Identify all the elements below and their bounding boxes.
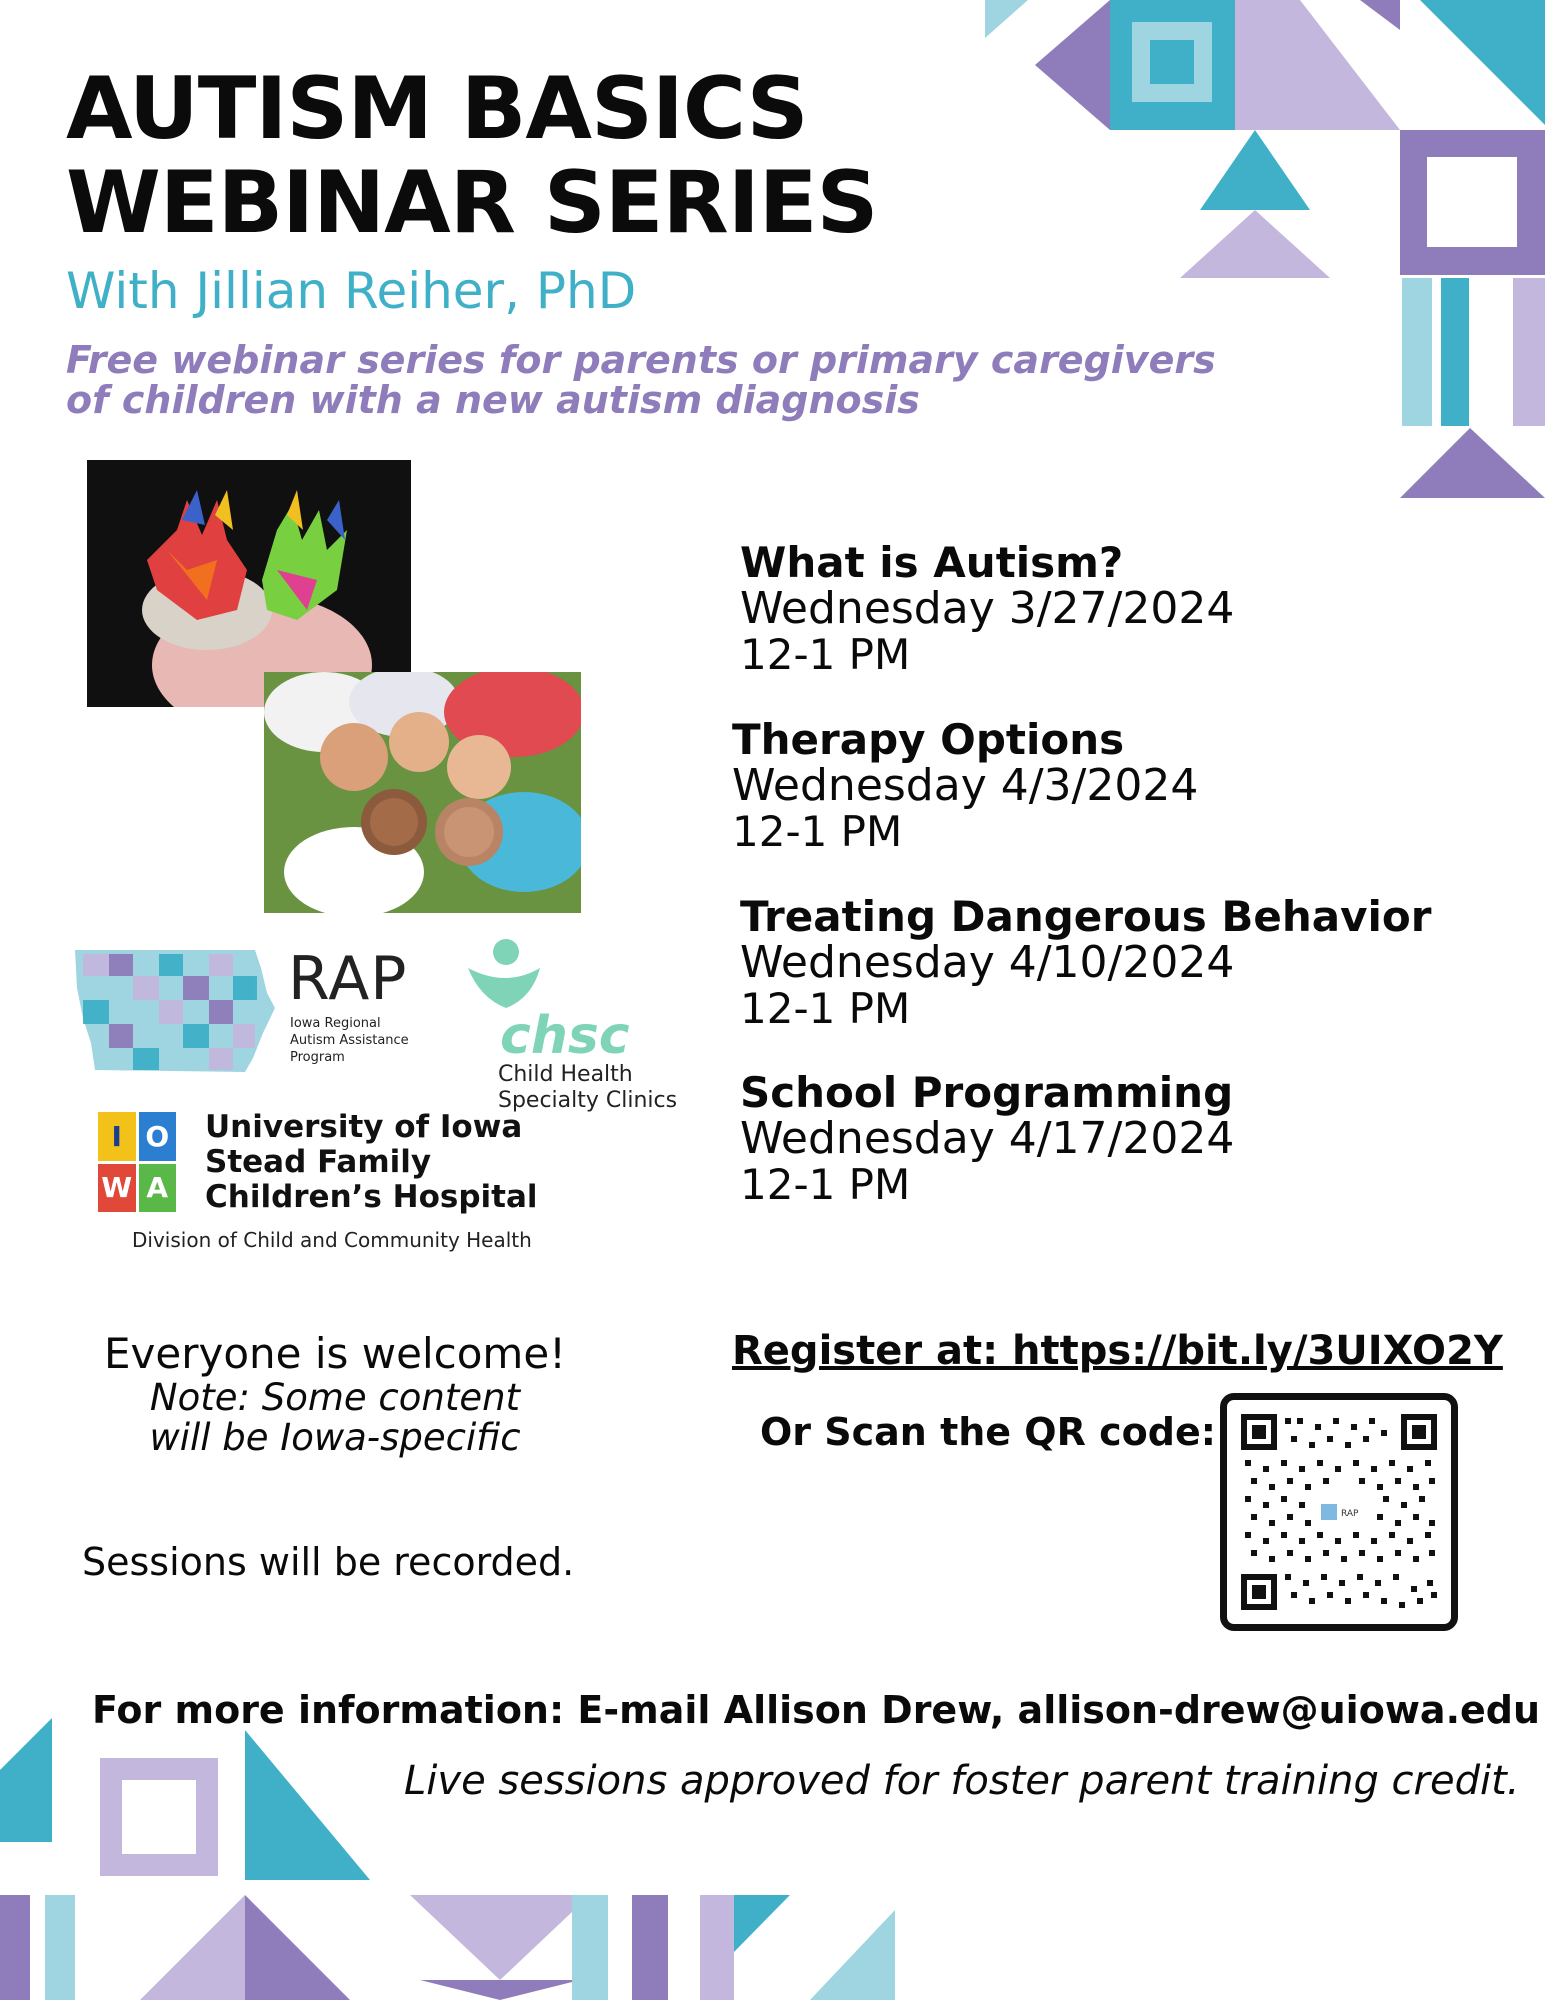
- session-date: Wednesday 4/10/2024: [740, 937, 1235, 988]
- session-time: 12-1 PM: [732, 807, 903, 856]
- session-date: Wednesday 4/17/2024: [740, 1113, 1235, 1164]
- top-right-geometric-decoration: [980, 0, 1545, 505]
- chsc-line-1: Child Health: [498, 1062, 633, 1087]
- rap-logo-subtitle: [290, 1015, 409, 1066]
- painted-hands-photo: [87, 460, 411, 707]
- session-title: What is Autism?: [740, 538, 1124, 587]
- register-block: [732, 1328, 1503, 1374]
- note-line-2: will be Iowa-specific: [149, 1416, 521, 1459]
- chsc-logo-subtitle: [498, 1062, 677, 1114]
- title-line-1: AUTISM BASICS: [66, 59, 808, 159]
- uiowa-line-2: Stead Family: [205, 1144, 432, 1180]
- session-date: Wednesday 4/3/2024: [732, 760, 1199, 811]
- tagline-line-1: Free webinar series for parents or primary caregivers: [66, 338, 1216, 382]
- rap-sub-line-2: Autism Assistance: [290, 1033, 409, 1048]
- rap-sub-line-3: Program: [290, 1050, 345, 1065]
- rap-logo-name: RAP: [288, 944, 408, 1014]
- contact-info: For more information: E-mail Allison Drew, allison-drew@uiowa.edu: [92, 1688, 1541, 1732]
- uiowa-letter-blocks-icon: [98, 1112, 176, 1212]
- welcome-text: Everyone is welcome!: [104, 1329, 566, 1378]
- uiowa-line-3: Children’s Hospital: [205, 1179, 538, 1215]
- tagline-line-2: of children with a new autism diagnosis: [66, 378, 920, 422]
- register-link[interactable]: Register at: https://bit.ly/3UIXO2Y: [732, 1328, 1503, 1374]
- session-time: 12-1 PM: [740, 630, 911, 679]
- presenter-name: With Jillian Reiher, PhD: [66, 262, 637, 320]
- foster-credit-note: Live sessions approved for foster parent training credit.: [404, 1758, 1520, 1804]
- chsc-line-2: Specialty Clinics: [498, 1088, 678, 1113]
- session-time: 12-1 PM: [740, 984, 911, 1033]
- session-time: 12-1 PM: [740, 1160, 911, 1209]
- block-letter-w: W: [98, 1164, 136, 1213]
- block-letter-o: O: [139, 1112, 177, 1161]
- session-3: [740, 894, 1431, 1032]
- qr-code-icon[interactable]: [1241, 1414, 1437, 1610]
- note-line-1: Note: Some content: [149, 1376, 521, 1419]
- qr-center-label: RAP: [1341, 1509, 1359, 1519]
- session-date: Wednesday 3/27/2024: [740, 583, 1235, 634]
- iowa-map-mosaic-icon: [75, 948, 275, 1072]
- welcome-block: [60, 1330, 610, 1458]
- scan-qr-label: Or Scan the QR code:: [760, 1410, 1216, 1454]
- chsc-logo-mark: chsc: [500, 1006, 630, 1066]
- block-letter-a: A: [139, 1164, 177, 1213]
- session-title: Therapy Options: [732, 715, 1125, 764]
- recorded-note: Sessions will be recorded.: [82, 1540, 575, 1584]
- children-circle-photo: [264, 672, 581, 913]
- flyer-title: [66, 59, 878, 253]
- block-letter-i: I: [98, 1112, 136, 1161]
- session-title: School Programming: [740, 1068, 1234, 1117]
- session-4: [740, 1070, 1234, 1208]
- uiowa-division: Division of Child and Community Health: [132, 1228, 532, 1252]
- qr-code-frame[interactable]: [1220, 1393, 1458, 1631]
- session-1: [740, 540, 1234, 678]
- uiowa-logo-name: [205, 1110, 538, 1215]
- title-line-2: WEBINAR SERIES: [66, 153, 878, 253]
- session-2: [732, 717, 1198, 855]
- session-title: Treating Dangerous Behavior: [740, 892, 1432, 941]
- uiowa-line-1: University of Iowa: [205, 1109, 523, 1145]
- tagline: [66, 340, 1216, 420]
- rap-sub-line-1: Iowa Regional: [290, 1016, 381, 1031]
- bottom-left-geometric-decoration: [0, 1690, 910, 2000]
